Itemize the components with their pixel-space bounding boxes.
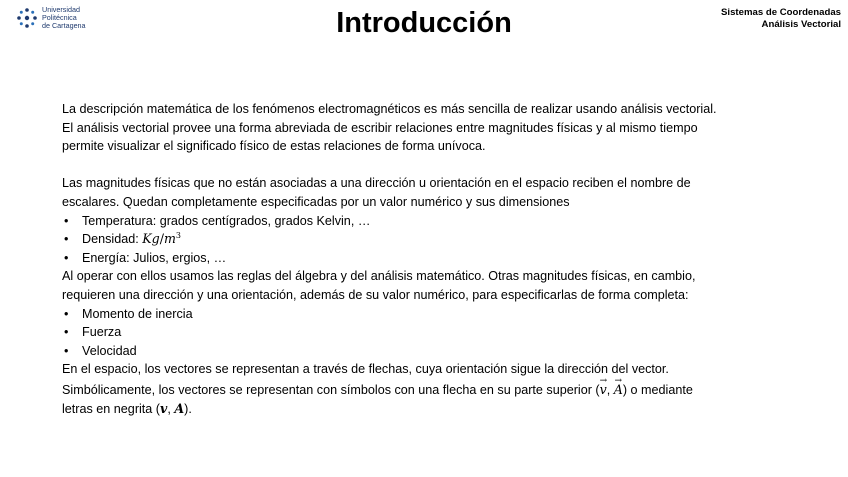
body-line: Simbólicamente, los vectores se representan con símbolos con una flecha en su parte superior (→ v, → A) o mediante bbox=[62, 381, 832, 400]
slide-title: Introducción bbox=[336, 7, 512, 39]
body-line: En el espacio, los vectores se representan a través de flechas, cuya orientación sigue la dirección del vector. bbox=[62, 362, 669, 377]
list-item-text: Energía: Julios, ergios, … bbox=[82, 250, 227, 265]
course-topic bbox=[721, 7, 841, 31]
vector-symbol-v: → v bbox=[600, 381, 607, 400]
body-line: escalares. Quedan completamente especificadas por un valor numérico y sus dimensiones bbox=[62, 194, 570, 209]
bullet-icon: • bbox=[64, 232, 69, 247]
bullet-icon: • bbox=[64, 306, 69, 321]
vector-symbol-A: → A bbox=[614, 381, 623, 400]
list-item-text: Fuerza bbox=[82, 325, 122, 340]
list-item bbox=[62, 212, 832, 231]
logo-text-line: Universidad bbox=[42, 5, 80, 14]
body-line: La descripción matemática de los fenómenos electromagnéticos es más sencilla de realizar usando análisis vectorial. bbox=[62, 102, 717, 116]
list-item-text: Velocidad bbox=[82, 343, 137, 358]
list-item-text: Temperatura: grados centígrados, grados Kelvin, … bbox=[82, 213, 371, 228]
body-line: El análisis vectorial provee una forma abreviada de escribir relaciones entre magnitudes físicas y al mismo tiempo bbox=[62, 120, 698, 135]
bold-symbol-A: A bbox=[174, 400, 185, 416]
body-line: Al operar con ellos usamos las reglas del álgebra y del análisis matemático. Otras magnitudes físicas, en cambio, bbox=[62, 269, 696, 284]
list-item bbox=[62, 249, 832, 268]
slide-body bbox=[62, 100, 832, 418]
logo-text-line: Politécnica bbox=[42, 13, 77, 23]
bullet-icon: • bbox=[64, 343, 69, 358]
bullet-icon: • bbox=[64, 325, 69, 340]
list-item bbox=[62, 305, 832, 324]
list-item bbox=[62, 230, 832, 249]
list-item bbox=[62, 323, 832, 342]
density-unit: $Kg/m^3$ bbox=[142, 230, 181, 247]
logo-text-line: de Cartagena bbox=[42, 21, 86, 31]
body-line: letras en negrita (v, A). bbox=[62, 400, 192, 416]
body-line: Las magnitudes físicas que no están asociadas a una dirección u orientación en el espacio reciben el nombre de bbox=[62, 176, 691, 191]
bullet-icon: • bbox=[64, 213, 69, 228]
list-item bbox=[62, 342, 832, 361]
course-topic-line1: Sistemas de Coordenadas bbox=[721, 7, 841, 18]
course-topic-line2: Análisis Vectorial bbox=[761, 19, 841, 30]
bullet-icon: • bbox=[64, 250, 69, 265]
list-item-text: Momento de inercia bbox=[82, 306, 193, 321]
bold-symbol-v: v bbox=[160, 400, 168, 416]
list-item-text: Densidad: bbox=[82, 232, 143, 247]
body-line: permite visualizar el significado físico de estas relaciones de forma unívoca. bbox=[62, 139, 486, 154]
body-line: requieren una dirección y una orientación, además de su valor numérico, para especificarlas de forma completa: bbox=[62, 287, 689, 302]
